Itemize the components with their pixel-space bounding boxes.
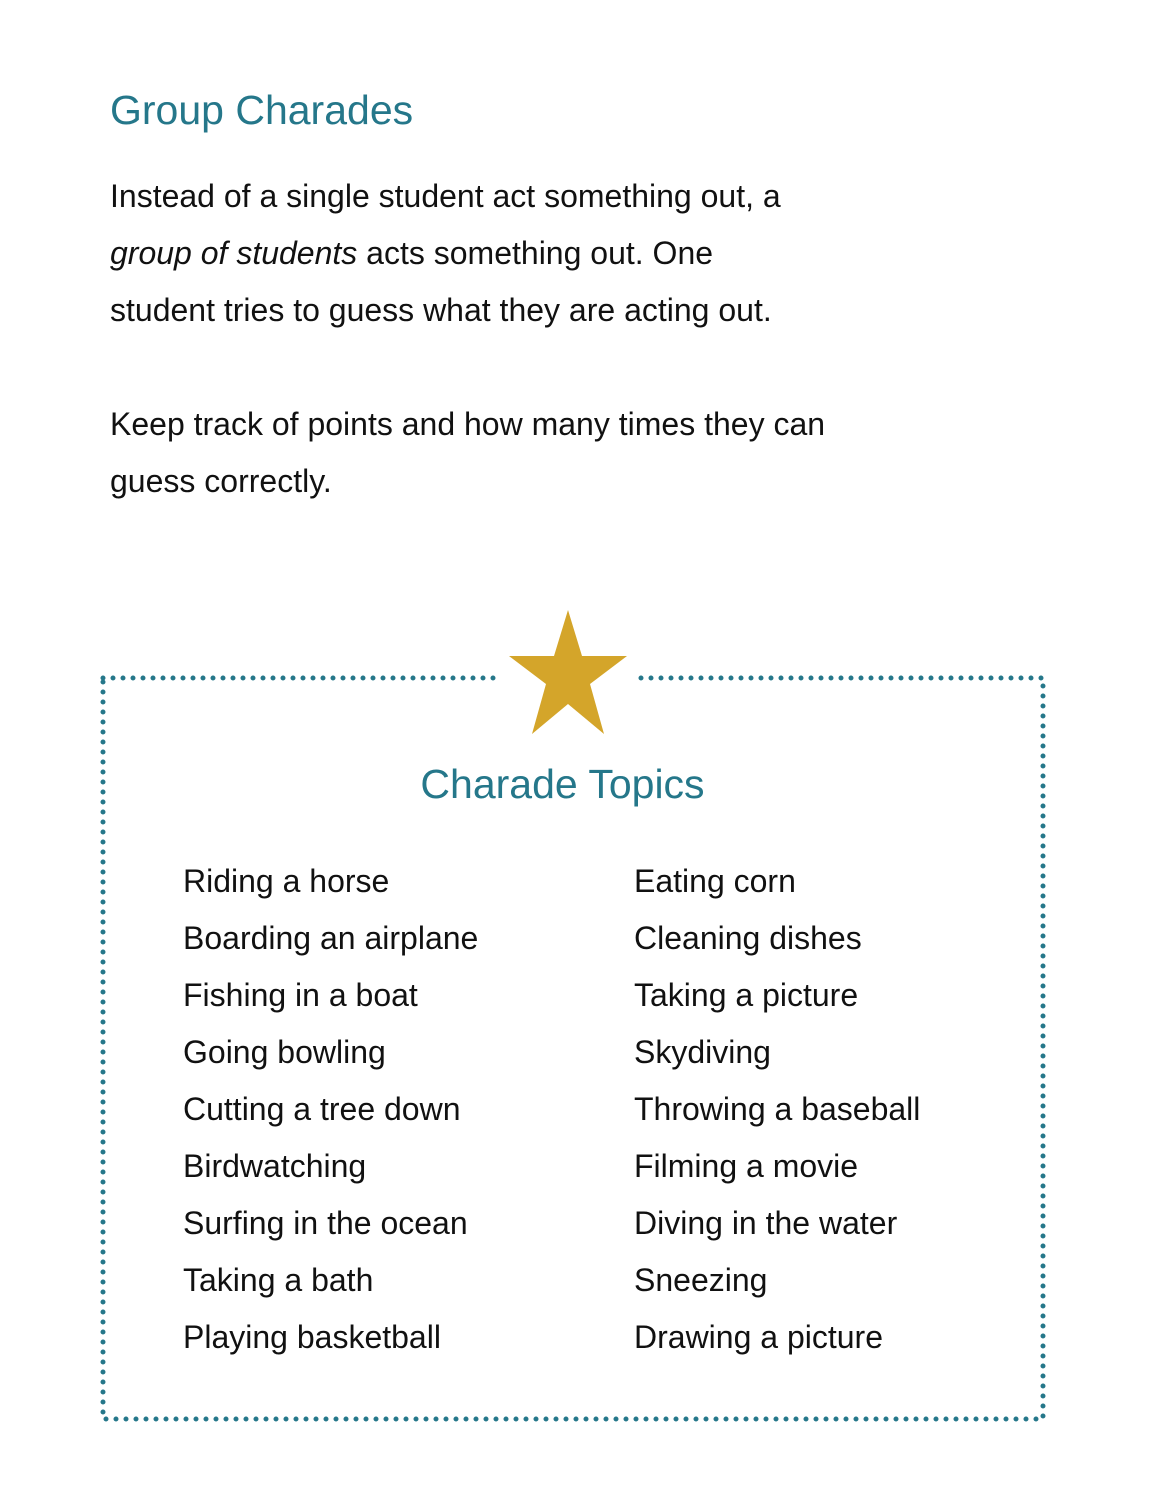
- intro-line: guess correctly.: [110, 463, 332, 499]
- topics-left-column: [183, 853, 478, 1366]
- list-item: Cutting a tree down: [183, 1091, 461, 1127]
- topics-title: Charade Topics: [420, 761, 705, 807]
- list-item: Throwing a baseball: [634, 1091, 921, 1127]
- intro-line: [110, 225, 990, 282]
- intro-emphasis: group of students: [110, 235, 358, 271]
- list-item: Eating corn: [634, 863, 796, 899]
- list-item: Fishing in a boat: [183, 977, 418, 1013]
- list-item: Skydiving: [634, 1034, 771, 1070]
- list-item: Boarding an airplane: [183, 920, 479, 956]
- list-item: Surfing in the ocean: [183, 1205, 468, 1241]
- intro-line: student tries to guess what they are acting out.: [110, 292, 772, 328]
- list-item: Taking a picture: [634, 977, 859, 1013]
- topics-right-column: [634, 853, 920, 1366]
- list-item: Taking a bath: [183, 1262, 374, 1298]
- list-item: Diving in the water: [634, 1205, 898, 1241]
- intro-line: Instead of a single student act something out, a: [110, 178, 781, 214]
- intro-line-rest: acts something out. One: [357, 235, 714, 271]
- list-item: Playing basketball: [183, 1319, 441, 1355]
- list-item: Cleaning dishes: [634, 920, 862, 956]
- list-item: Sneezing: [634, 1262, 768, 1298]
- list-item: Drawing a picture: [634, 1319, 883, 1355]
- list-item: Filming a movie: [634, 1148, 859, 1184]
- page-title: Group Charades: [110, 87, 414, 133]
- list-item: Birdwatching: [183, 1148, 367, 1184]
- intro-line: Keep track of points and how many times they can: [110, 406, 826, 442]
- list-item: Going bowling: [183, 1034, 386, 1070]
- intro-paragraph-1: [110, 168, 990, 339]
- list-item: Riding a horse: [183, 863, 390, 899]
- star-icon: [509, 610, 627, 736]
- intro-paragraph-2: [110, 396, 990, 510]
- intro-text: [110, 168, 990, 510]
